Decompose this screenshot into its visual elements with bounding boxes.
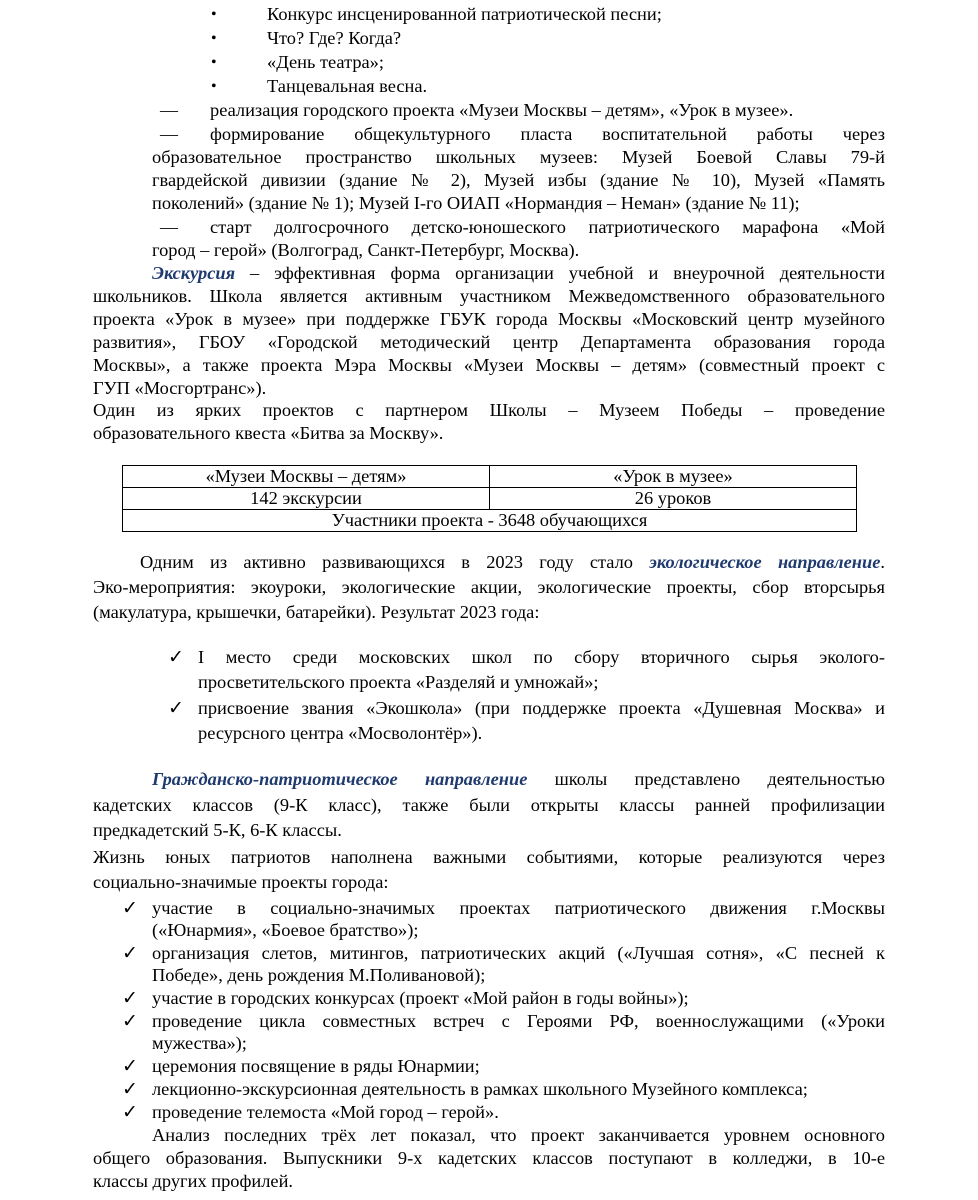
dash-item-text: гвардейской дивизии (здание № 2), Музей избы (здание № 10), Музей «Память <box>152 170 885 190</box>
dash-marker: — <box>160 100 178 120</box>
excursion-paragraph-line: ГУП «Мосгортранс»). <box>93 378 267 398</box>
civic-paragraph-line: кадетских классов (9-К класс), также были открыты классы ранней профилизации <box>93 795 885 815</box>
bullet-item: Танцевальная весна. <box>267 76 428 96</box>
dash-marker: — <box>160 124 178 144</box>
checkmark-icon: ✓ <box>122 1102 138 1123</box>
civic-term: Гражданско-патриотическое направление <box>152 769 528 789</box>
table-header-cell: «Урок в музее» <box>490 466 857 488</box>
checkmark-icon: ✓ <box>168 647 184 668</box>
civic-paragraph-line: предкадетский 5-К, 6-К классы. <box>93 820 342 840</box>
checkmark-icon: ✓ <box>122 988 138 1009</box>
checkmark-icon: ✓ <box>122 1079 138 1100</box>
bullet-item: «День театра»; <box>267 52 384 72</box>
eco-paragraph-line <box>140 551 885 574</box>
dash-item-text: старт долгосрочного детско-юношеского патриотического марафона «Мой <box>210 217 885 237</box>
excursion-paragraph-line: проекта «Урок в музее» при поддержке ГБУК города Москвы «Московский центр музейного <box>93 309 885 329</box>
checkmark-icon: ✓ <box>122 898 138 919</box>
checkmark-icon: ✓ <box>122 943 138 964</box>
eco-term: экологическое направление <box>649 552 881 572</box>
civic-text: школы представлено деятельностью <box>527 769 885 789</box>
civic-paragraph-line: Жизнь юных патриотов наполнена важными событиями, которые реализуются через <box>93 847 885 867</box>
checkmark-icon: ✓ <box>122 1011 138 1032</box>
check-item-text: Победе», день рождения М.Поливановой); <box>152 965 486 985</box>
excursion-paragraph-line: развития», ГБОУ «Городской методический центр Департамента образования города <box>93 332 885 352</box>
excursion-text: – эффективная форма организации учебной и внеурочной деятельности <box>235 263 885 283</box>
check-item-text: лекционно-экскурсионная деятельность в рамках школьного Музейного комплекса; <box>152 1079 808 1099</box>
checkmark-icon: ✓ <box>122 1056 138 1077</box>
bullet-marker: • <box>211 6 217 23</box>
check-item-text: ресурсного центра «Мосволонтёр»). <box>198 723 483 743</box>
check-item-text: мужества»); <box>152 1033 247 1053</box>
check-item-text: организация слетов, митингов, патриотических акций («Лучшая сотня», «С песней к <box>152 943 885 963</box>
bullet-marker: • <box>211 54 217 71</box>
check-item-text: участие в социально-значимых проектах патриотического движения г.Москвы <box>152 898 885 918</box>
check-item-text: участие в городских конкурсах (проект «Мой район в годы войны»); <box>152 988 689 1008</box>
table-footer-cell: Участники проекта - 3648 обучающихся <box>123 510 857 532</box>
victory-paragraph-line: Один из ярких проектов с партнером Школы – Музеем Победы – проведение <box>93 400 885 420</box>
check-item-text: проведение телемоста «Мой город – герой». <box>152 1102 499 1122</box>
dash-item-text: формирование общекультурного пласта воспитательной работы через <box>210 124 885 144</box>
excursion-paragraph-line <box>152 262 885 285</box>
eco-paragraph-line: (макулатура, крышечки, батарейки). Результат 2023 года: <box>93 602 540 622</box>
dash-item-text: образовательное пространство школьных музеев: Музей Боевой Славы 79-й <box>152 147 885 167</box>
table-cell: 26 уроков <box>490 488 857 510</box>
civic-paragraph-line: социально-значимые проекты города: <box>93 872 389 892</box>
analysis-paragraph-line: Анализ последних трёх лет показал, что проект заканчивается уровнем основного <box>152 1125 885 1145</box>
analysis-paragraph-line: общего образования. Выпускники 9-х кадетских классов поступают в колледжи, в 10-е <box>93 1148 885 1168</box>
checkmark-icon: ✓ <box>168 698 184 719</box>
excursion-paragraph-line: школьников. Школа является активным участником Межведомственного образовательного <box>93 286 885 306</box>
bullet-marker: • <box>211 30 217 47</box>
table-header-cell: «Музеи Москвы – детям» <box>123 466 490 488</box>
dash-marker: — <box>160 217 178 237</box>
dash-item-text: реализация городского проекта «Музеи Москвы – детям», «Урок в музее». <box>210 100 794 120</box>
eco-text: . <box>880 552 885 572</box>
bullet-marker: • <box>211 78 217 95</box>
excursion-term: Экскурсия <box>152 263 236 283</box>
civic-paragraph-line <box>152 768 885 791</box>
excursion-paragraph-line: Москвы», а также проекта Мэра Москвы «Музеи Москвы – детям» (совместный проект с <box>93 355 885 375</box>
museum-projects-table <box>122 465 857 532</box>
check-item-text: просветительского проекта «Разделяй и умножай»; <box>198 672 599 692</box>
dash-item-text: поколений» (здание № 1); Музей I-го ОИАП «Нормандия – Неман» (здание № 11); <box>152 193 800 213</box>
check-item-text: («Юнармия», «Боевое братство»); <box>152 920 419 940</box>
eco-text: Одним из активно развивающихся в 2023 году стало <box>140 552 650 572</box>
check-item-text: I место среди московских школ по сбору вторичного сырья эколого- <box>198 647 885 667</box>
analysis-paragraph-line: классы других профилей. <box>93 1171 294 1191</box>
table-cell: 142 экскурсии <box>123 488 490 510</box>
check-item-text: церемония посвящение в ряды Юнармии; <box>152 1056 480 1076</box>
check-item-text: присвоение звания «Экошкола» (при поддержке проекта «Душевная Москва» и <box>198 698 885 718</box>
dash-item-text: город – герой» (Волгоград, Санкт-Петербург, Москва). <box>152 240 580 260</box>
victory-paragraph-line: образовательного квеста «Битва за Москву». <box>93 423 444 443</box>
eco-paragraph-line: Эко-мероприятия: экоуроки, экологические акции, экологические проекты, сбор вторсырья <box>93 577 885 597</box>
check-item-text: проведение цикла совместных встреч с Героями РФ, военнослужащими («Уроки <box>152 1011 885 1031</box>
bullet-item: Что? Где? Когда? <box>267 28 402 48</box>
bullet-item: Конкурс инсценированной патриотической песни; <box>267 4 662 24</box>
